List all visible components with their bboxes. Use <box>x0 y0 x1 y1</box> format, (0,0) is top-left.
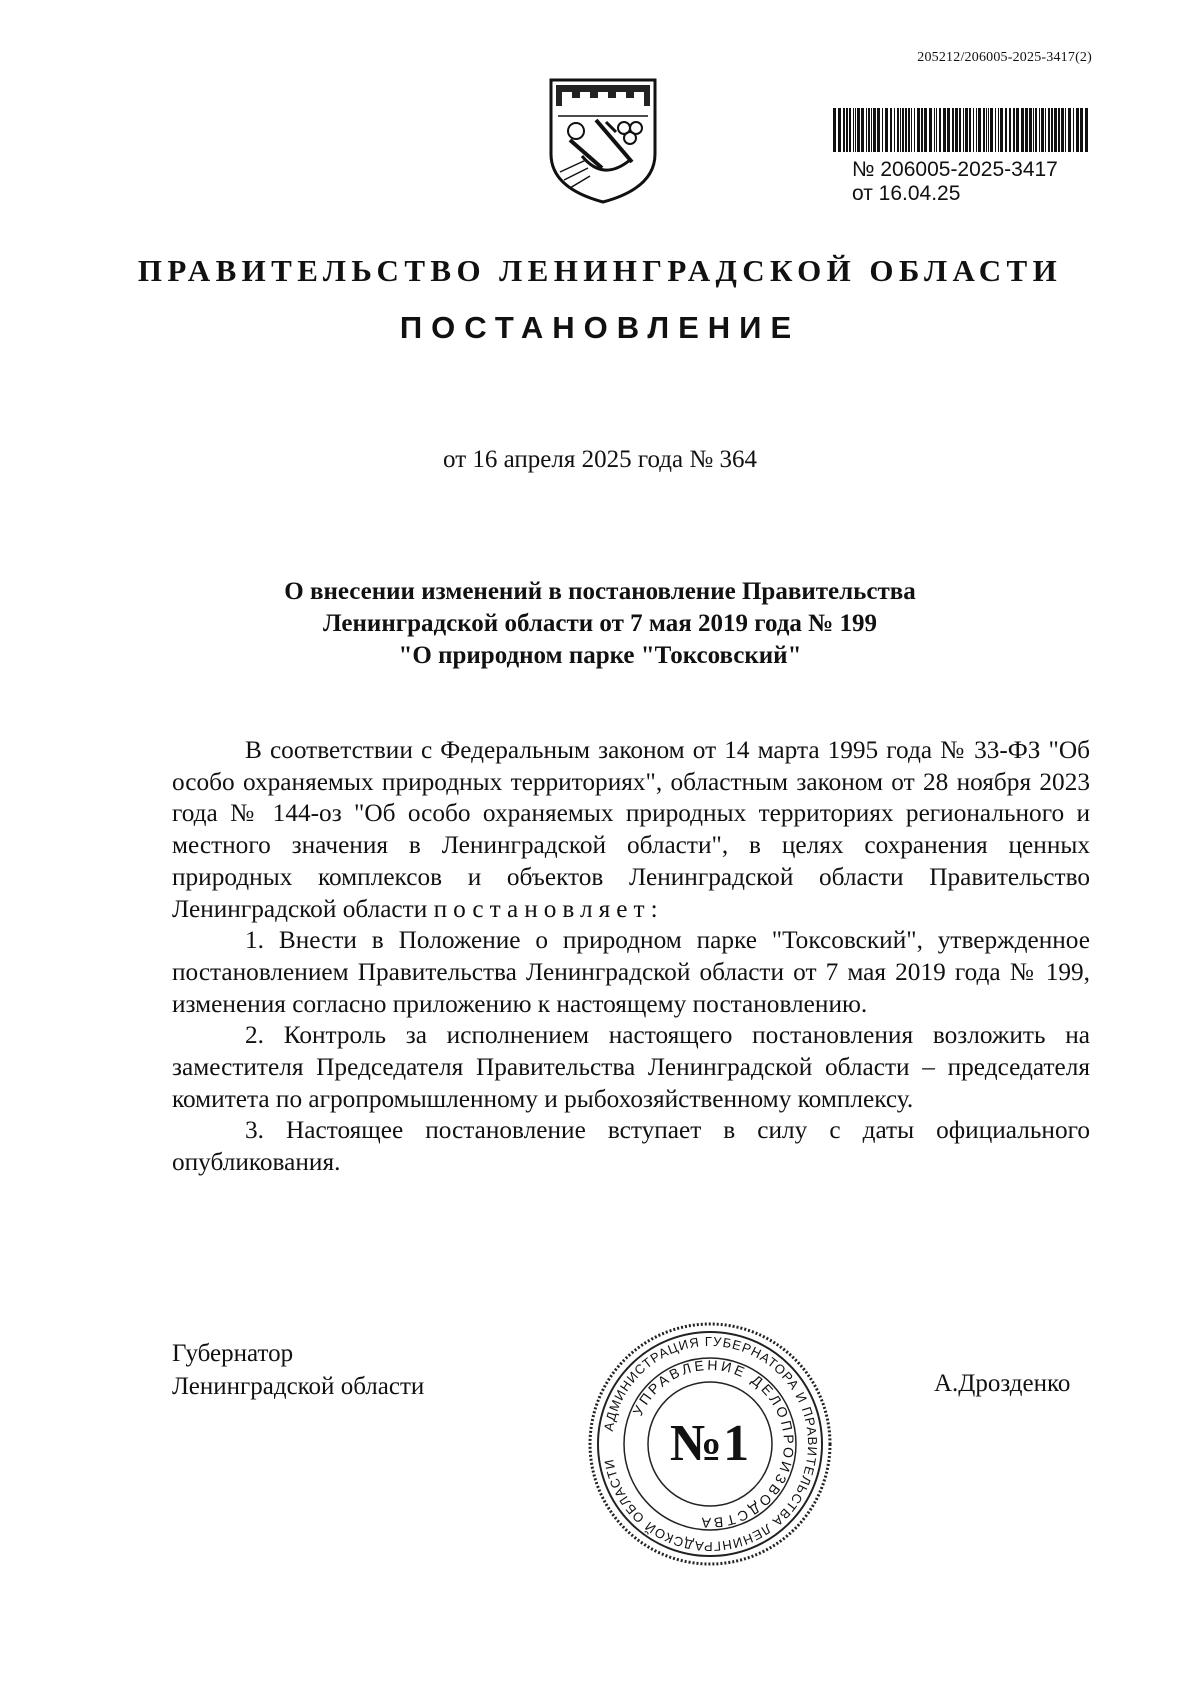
barcode-bar <box>1085 108 1088 152</box>
barcode-bar <box>902 108 904 152</box>
barcode-bar <box>947 108 950 152</box>
barcode-bar <box>1045 108 1046 152</box>
barcode-bar <box>959 108 961 152</box>
barcode-bar <box>1000 108 1003 152</box>
barcode-bar <box>1065 108 1066 152</box>
barcode-bar <box>1033 108 1034 152</box>
barcode-bar <box>853 108 854 152</box>
barcode-bar <box>939 108 941 152</box>
barcode-bar <box>986 108 987 152</box>
barcode-bar <box>934 108 935 152</box>
barcode-bar <box>849 108 851 152</box>
government-heading: ПРАВИТЕЛЬСТВО ЛЕНИНГРАДСКОЙ ОБЛАСТИ <box>137 253 1063 288</box>
barcode-bar <box>833 108 836 152</box>
item-paragraph: 2. Контроль за исполнением настоящего постановления возложить на заместителя Председателя Правительства Ленинградской области – председателя комитета по агропромышленному и рыбохозяйственному комплексу. <box>172 1021 1090 1113</box>
barcode-bar <box>921 108 923 152</box>
barcode-bar <box>929 108 932 152</box>
barcode-bar <box>1061 108 1064 152</box>
coat-of-arms-icon <box>546 76 660 206</box>
barcode-bar <box>1009 108 1011 152</box>
barcode-bar <box>911 108 912 152</box>
barcode-bar <box>857 108 860 152</box>
barcode-bar <box>969 108 971 152</box>
barcode-bar <box>1041 108 1044 152</box>
barcode-bar <box>1035 108 1037 152</box>
barcode-bar <box>873 108 876 152</box>
barcode-bar <box>965 108 968 152</box>
title-line: Ленинградской области от 7 мая 2019 года № 199 <box>322 610 878 637</box>
seal-outer-text: АДМИНИСТРАЦИЯ ГУБЕРНАТОРА И ПРАВИТЕЛЬСТВА ЛЕНИНГРАДСКОЙ ОБЛАСТИ <box>600 1333 821 1555</box>
barcode-bar <box>1054 108 1057 152</box>
barcode-bar <box>983 108 985 152</box>
barcode-bar <box>1013 108 1015 152</box>
barcode-bar <box>1021 108 1024 152</box>
barcode-bar <box>905 108 907 152</box>
barcode-bar <box>990 108 993 152</box>
item-paragraph: 1. Внести в Положение о природном парке "Токсовский", утвержденное постановлением Правительства Ленинградской области от 7 мая 2019 года № 199, изменения согласно приложению к настоящему постановлению. <box>172 926 1090 1018</box>
barcode-bar <box>877 108 880 152</box>
barcode-bar <box>861 108 864 152</box>
document-id: 205212/206005-2025-3417(2) <box>917 50 1092 65</box>
signatory-position <box>172 1337 424 1403</box>
barcode-bar <box>924 108 927 152</box>
barcode-bar <box>1039 108 1040 152</box>
item-paragraph: 3. Настоящее постановление вступает в силу с даты официального опубликования. <box>172 1116 1090 1177</box>
barcode <box>833 108 1089 152</box>
seal-inner-text: УПРАВЛЕНИЕ ДЕЛОПРОИЗВОДСТВА <box>629 1356 798 1532</box>
barcode-bar <box>846 108 848 152</box>
barcode-bar <box>890 108 892 152</box>
registration-block <box>852 158 1058 206</box>
barcode-bar <box>894 108 895 152</box>
barcode-bar <box>963 108 964 152</box>
position-line: Ленинградской области <box>172 1373 425 1400</box>
barcode-bar <box>973 108 974 152</box>
barcode-bar <box>897 108 899 152</box>
barcode-bar <box>908 108 910 152</box>
document-body <box>172 735 1090 1179</box>
barcode-bar <box>1058 108 1060 152</box>
barcode-bar <box>976 108 977 152</box>
barcode-bar <box>988 108 989 152</box>
barcode-bar <box>998 108 999 152</box>
barcode-bar <box>1029 108 1032 152</box>
document-date-number: от 16 апреля 2025 года № 364 <box>443 446 757 473</box>
barcode-bar <box>1016 108 1019 152</box>
barcode-bar <box>843 108 845 152</box>
barcode-bar <box>871 108 872 152</box>
barcode-bar <box>882 108 883 152</box>
barcode-bar <box>855 108 856 152</box>
document-type: ПОСТАНОВЛЕНИЕ <box>399 310 801 345</box>
preamble-paragraph <box>172 735 1090 925</box>
signatory-name: А.Дрозденко <box>934 1370 1071 1397</box>
barcode-bar <box>943 108 946 152</box>
barcode-bar <box>936 108 937 152</box>
barcode-bar <box>1080 108 1083 152</box>
barcode-bar <box>1051 108 1053 152</box>
preamble-text: В соответствии с Федеральным законом от 14 марта 1995 года № 33-ФЗ "Об особо охраняемых природных территориях", областным законом от 28 ноября 2023 года № 144-оз "Об особо охраняемых природных территориях регионального и местного значения в Ленинградской области", в целях сохранения ценных природных комплексов и объектов Ленинградской области Правительство Ленинградской области <box>172 736 1090 923</box>
barcode-bar <box>1025 108 1028 152</box>
position-line: Губернатор <box>172 1340 294 1367</box>
barcode-bar <box>1068 108 1071 152</box>
title-line: О внесении изменений в постановление Правительства <box>284 578 916 605</box>
barcode-bar <box>900 108 901 152</box>
seal-number: №1 <box>669 1415 751 1472</box>
document-title <box>200 576 1000 672</box>
barcode-bar <box>1076 108 1079 152</box>
registration-date: от 16.04.25 <box>852 182 961 205</box>
barcode-bar <box>868 108 870 152</box>
barcode-bar <box>917 108 920 152</box>
registration-number: № 206005-2025-3417 <box>852 158 1058 181</box>
barcode-bar <box>1005 108 1007 152</box>
barcode-bar <box>885 108 888 152</box>
barcode-bar <box>1048 108 1050 152</box>
decree-word: постановляет: <box>433 894 664 923</box>
barcode-bar <box>866 108 867 152</box>
barcode-bar <box>838 108 841 152</box>
barcode-bar <box>1073 108 1074 152</box>
barcode-bar <box>952 108 954 152</box>
barcode-bar <box>955 108 958 152</box>
title-line: "О природном парке "Токсовский" <box>398 642 802 669</box>
barcode-bar <box>995 108 996 152</box>
barcode-bar <box>914 108 915 152</box>
barcode-bar <box>978 108 981 152</box>
